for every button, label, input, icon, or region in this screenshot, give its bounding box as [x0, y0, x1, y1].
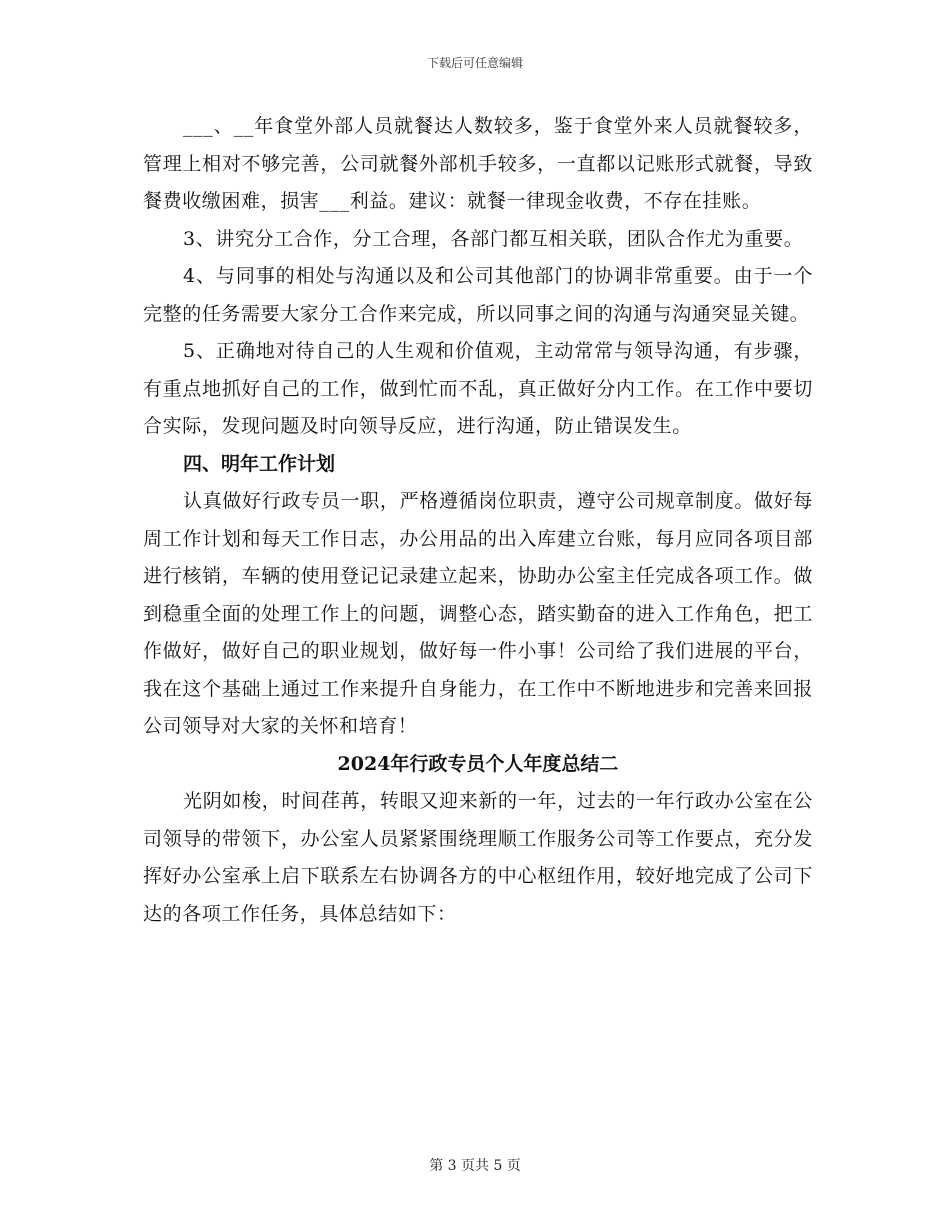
document-body [143, 108, 813, 933]
page-footer: 第 3 页共 5 页 [429, 1158, 521, 1174]
second-title: 2024年行政专员个人年度总结二 [337, 752, 619, 775]
paragraph-item-3: 3、讲究分工合作，分工合理，各部门都互相关联，团队合作尤为重要。 [183, 227, 804, 250]
paragraph-item-5: 5、正确地对待自己的人生观和价值观，主动常常与领导沟通，有步骤，有重点地抓好自己的工作，做到忙而不乱，真正做好分内工作。在工作中要切合实际，发现问题及时向领导反应，进行沟通，防止错误发生。 [143, 340, 813, 437]
paragraph-plan: 认真做好行政专员一职，严格遵循岗位职责，遵守公司规章制度。做好每周工作计划和每天工作日志，办公用品的出入库建立台账，每月应同各项目部进行核销，车辆的使用登记记录建立起来，协助办公室主任完成各项工作。做到稳重全面的处理工作上的问题，调整心态，踏实勤奋的进入工作角色，把工作做好，做好自己的职业规划，做好每一件小事！公司给了我们进展的平台，我在这个基础上通过工作来提升自身能力，在工作中不断地进步和完善来回报公司领导对大家的关怀和培育！ [143, 490, 813, 737]
section-heading: 四、明年工作计划 [183, 452, 336, 475]
paragraph-intro: 光阴如梭，时间荏苒，转眼又迎来新的一年，过去的一年行政办公室在公司领导的带领下，办公室人员紧紧围绕理顺工作服务公司等工作要点，充分发挥好办公室承上启下联系左右协调各方的中心枢纽作用，较好地完成了公司下达的各项工作任务，具体总结如下： [143, 790, 813, 925]
paragraph-item-4: 4、与同事的相处与沟通以及和公司其他部门的协调非常重要。由于一个完整的任务需要大家分工合作来完成，所以同事之间的沟通与沟通突显关键。 [143, 265, 813, 325]
paragraph-dining: ___、__年食堂外部人员就餐达人数较多，鉴于食堂外来人员就餐较多，管理上相对不够完善，公司就餐外部机手较多，一直都以记账形式就餐，导致餐费收缴困难，损害___利益。建议：就餐一律现金收费，不存在挂账。 [143, 115, 813, 212]
page-header: 下载后可任意编辑 [426, 56, 523, 70]
